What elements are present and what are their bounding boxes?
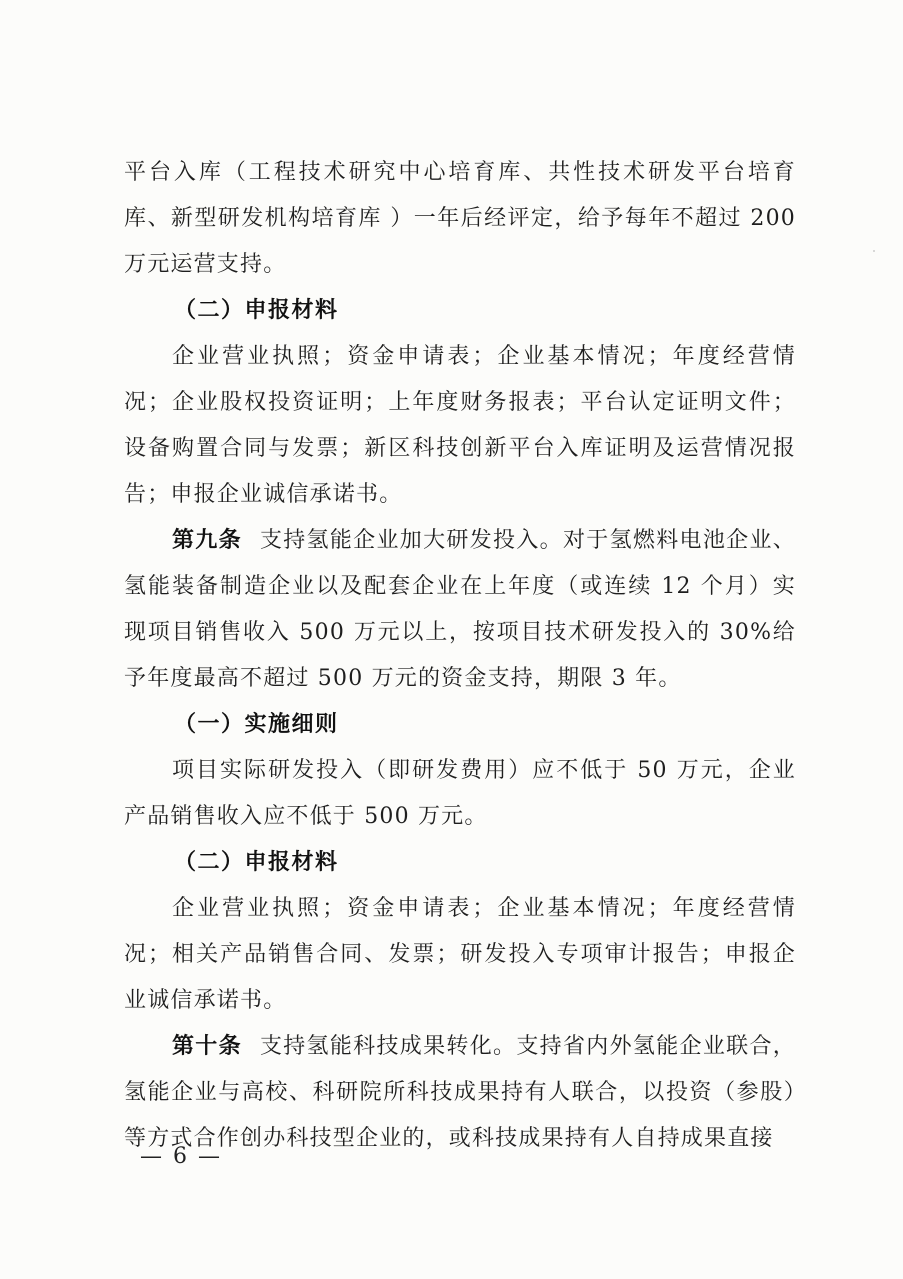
paragraph-materials-list-2: 企业营业执照；资金申请表；企业基本情况；年度经营情况；相关产品销售合同、发票；研发投入专项审计报告；申报企业诚信承诺书。: [124, 896, 796, 1013]
heading-application-materials: （二）申报材料: [174, 298, 339, 323]
document-body: [124, 150, 796, 1162]
heading-application-materials-2: （二）申报材料: [174, 850, 339, 875]
paragraph-materials-list: 企业营业执照；资金申请表；企业基本情况；年度经营情况；企业股权投资证明；上年度财务报表；平台认定证明文件；设备购置合同与发票；新区科技创新平台入库证明及运营情况报告；申报企业诚信承诺书。: [124, 344, 796, 507]
heading-implementation-rules: （一）实施细则: [174, 712, 339, 737]
paragraph-implementation-rules: 项目实际研发投入（即研发费用）应不低于 50 万元，企业产品销售收入应不低于 500 万元。: [124, 758, 796, 829]
paragraph-platform-support: 平台入库（工程技术研究中心培育库、共性技术研发平台培育库、新型研发机构培育库 ）一年后经评定，给予每年不超过 200 万元运营支持。: [124, 160, 796, 277]
article-10-body: 支持氢能科技成果转化。支持省内外氢能企业联合，氢能企业与高校、科研院所科技成果持有人联合，以投资（参股）等方式合作创办科技型企业的，或科技成果持有人自持成果直接: [124, 1034, 796, 1151]
article-9-body: 支持氢能企业加大研发投入。对于氢燃料电池企业、氢能装备制造企业以及配套企业在上年度（或连续 12 个月）实现项目销售收入 500 万元以上，按项目技术研发投入的 30%给予年度最高不超过 500 万元的资金支持，期限 3 年。: [124, 528, 796, 691]
article-9: [124, 518, 796, 702]
article-10: [124, 1024, 796, 1162]
scan-speck: [873, 250, 875, 252]
article-9-title: 第九条: [172, 528, 242, 553]
article-10-title: 第十条: [172, 1034, 242, 1059]
page-number: — 6 —: [140, 1144, 222, 1169]
